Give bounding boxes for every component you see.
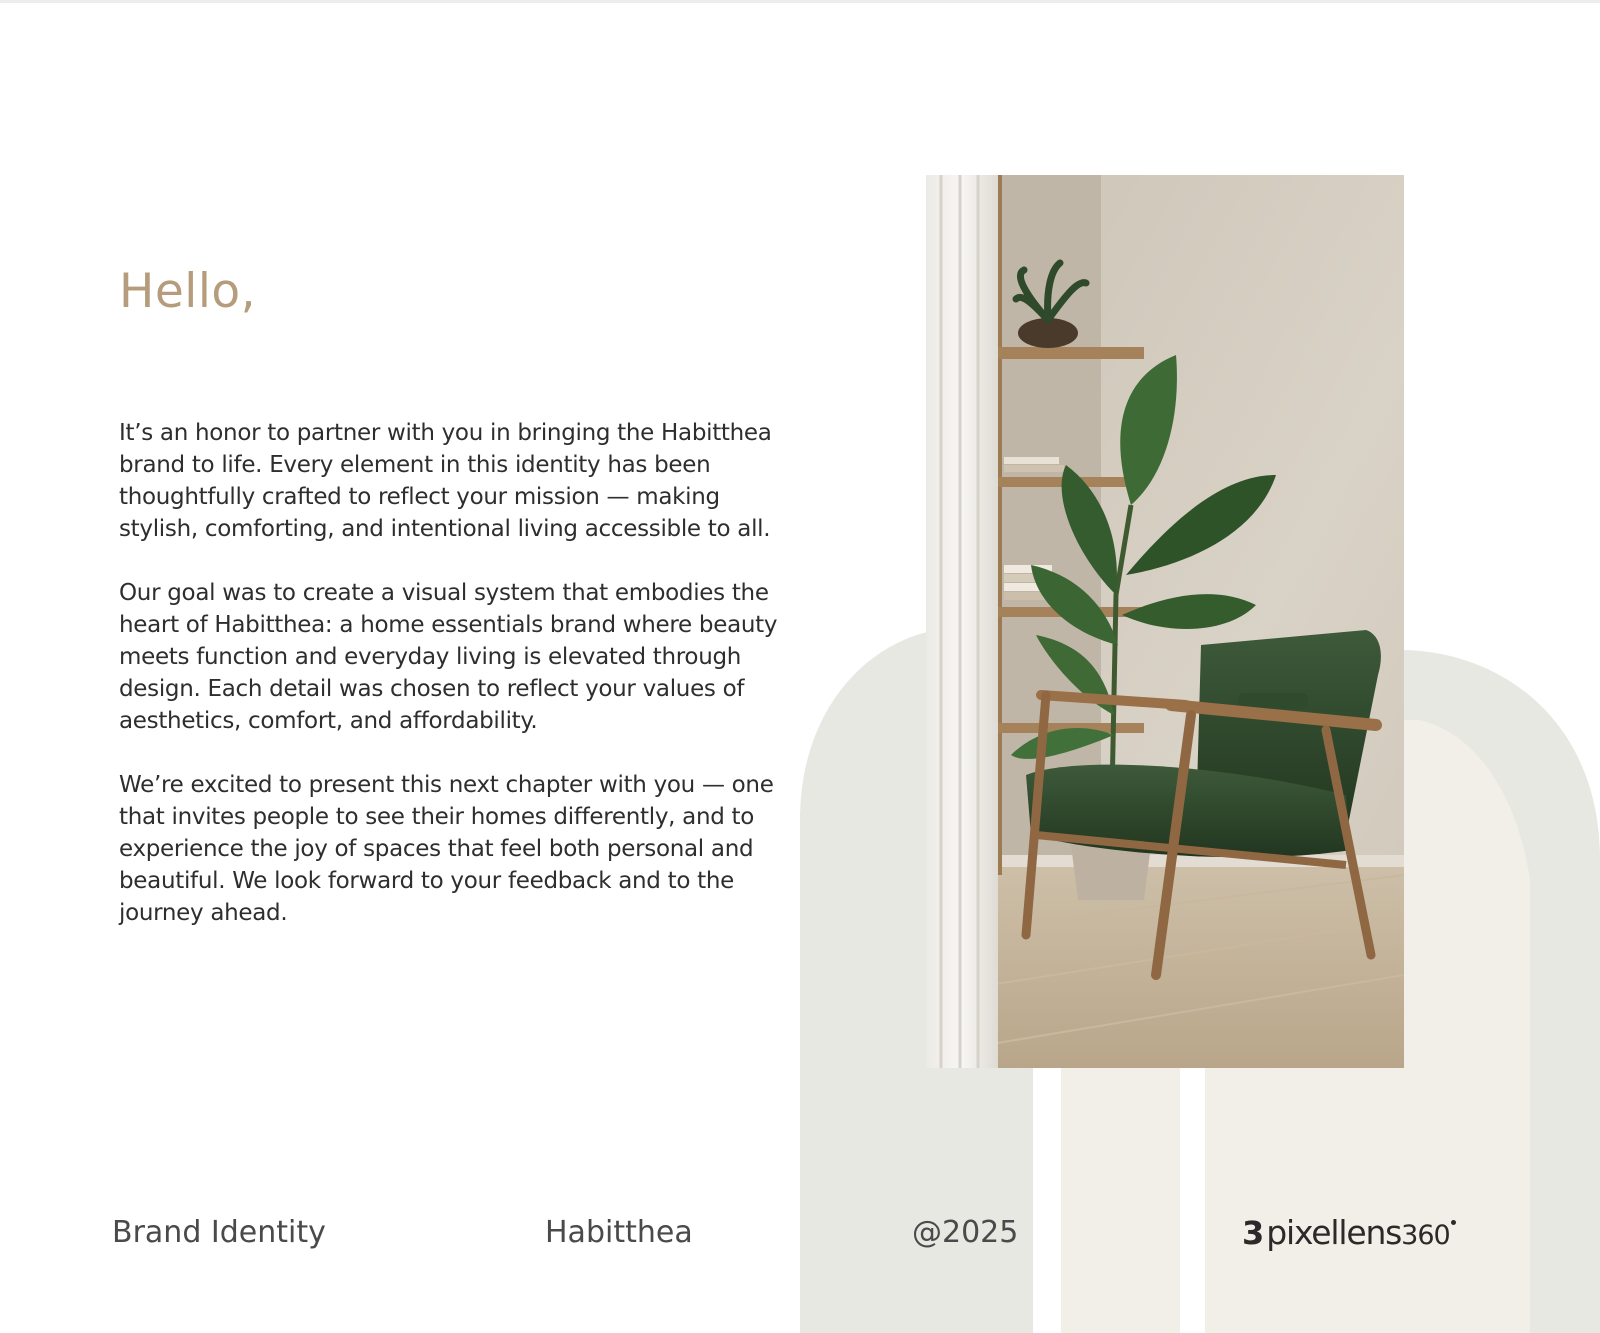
arch-white-gap (1033, 1060, 1061, 1333)
studio-logo-name: pixellens (1266, 1213, 1402, 1252)
footer-brand-name: Habitthea (545, 1215, 693, 1250)
footer-category: Brand Identity (112, 1215, 326, 1250)
letter-paragraph: It’s an honor to partner with you in bringing the Habitthea brand to life. Every element in this identity has been thoughtfully crafted to reflect your mission — making stylish, comforting, and intentional living accessible to all. (119, 420, 772, 542)
interior-photo (926, 175, 1404, 1068)
studio-logo-number: 360 (1401, 1220, 1450, 1251)
greeting-heading: Hello, (119, 264, 257, 319)
letter-paragraph: Our goal was to create a visual system that embodies the heart of Habitthea: a home essentials brand where beauty meets function and everyday living is elevated through design. Each detail was chosen to reflect your values of aesthetics, comfort, and affordability. (119, 580, 778, 734)
studio-logo (1242, 1213, 1456, 1255)
letter-paragraph: We’re excited to present this next chapter with you — one that invites people to see their homes differently, and to experience the joy of spaces that feel both personal and beautiful. We look forward to your feedback and to the journey ahead. (119, 772, 774, 926)
letter-body (119, 417, 779, 961)
footer-year: @2025 (912, 1215, 1019, 1250)
studio-logo-dot (1451, 1220, 1456, 1225)
studio-logo-mark: 3 (1242, 1214, 1263, 1252)
